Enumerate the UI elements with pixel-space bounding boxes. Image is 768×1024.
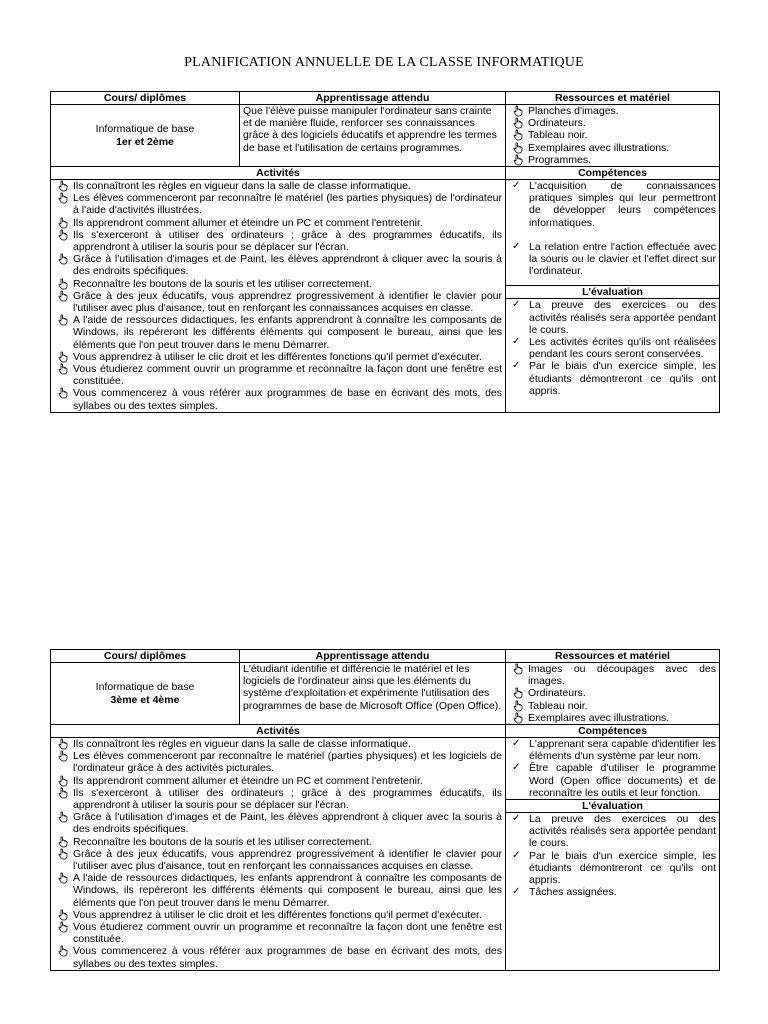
hand-pointer-icon — [57, 278, 69, 290]
hand-pointer-icon — [57, 387, 69, 399]
resource-item-text: Tableau noir. — [528, 699, 588, 712]
course-level: 3ème et 4ème — [110, 693, 180, 706]
header-activities: Activités — [51, 725, 506, 738]
activity-item-text: Vous commencerez à vous référer aux programmes de base en écrivant des mots, des syllabes ou des textes simples. — [73, 945, 502, 970]
hand-pointer-icon — [57, 872, 69, 884]
checkmark-icon: ✓ — [512, 299, 521, 311]
checkmark-icon: ✓ — [512, 336, 521, 348]
activity-item-text: Vous étudierez comment ouvrir un programme et reconnaître la façon dont une fenêtre est constituée. — [73, 921, 502, 946]
activity-item — [54, 787, 502, 811]
resource-item — [509, 117, 716, 129]
header-skills: Compétences — [506, 167, 719, 180]
activity-item-text: Les élèves commenceront par reconnaître le matériel (les parties physiques) de l'ordinateur à l'aide d'activités illustrées. — [73, 192, 502, 217]
activity-item-text: Grâce à des jeux éducatifs, vous apprendrez progressivement à identifier le clavier pour l'utiliser avec plus d'aisance, tout en renforçant les connaissances acquises en classe. — [73, 847, 502, 873]
header-evaluation: L'évaluation — [506, 285, 719, 299]
checkmark-icon: ✓ — [512, 813, 521, 825]
activities-cell — [51, 180, 506, 413]
skill-item — [509, 762, 716, 799]
activity-item-text: Ils apprendront comment allumer et éteindre un PC et comment l'entretenir. — [73, 216, 423, 229]
header-skills: Compétences — [506, 725, 719, 738]
activity-item-text: Ils apprendront comment allumer et éteindre un PC et comment l'entretenir. — [73, 774, 423, 787]
evaluation-item — [509, 850, 716, 887]
checkmark-icon: ✓ — [512, 360, 521, 372]
activity-item-text: Vous apprendrez à utiliser le clic droit et les différentes fonctions qu'il permet d'exécuter. — [73, 908, 482, 921]
resource-item-text: Images ou découpages avec des images. — [528, 663, 716, 688]
resource-item — [509, 700, 716, 712]
skill-item-text: L'apprenant sera capable d'identifier les éléments d'un système par leur nom. — [529, 738, 716, 763]
activity-item — [54, 363, 502, 387]
activity-item — [54, 253, 502, 277]
activity-item-text: A l'aide de ressources didactiques, les enfants apprendront à connaître les composants de Windows, ils repéreront les différents éléments qui composent le bureau, ainsi que les éléments que l'on peut trouver dans le menu Démarrer. — [73, 872, 502, 909]
resource-item — [509, 687, 716, 699]
resource-item-text: Exemplaires avec illustrations. — [528, 141, 670, 154]
planning-table-1st-2nd — [50, 91, 720, 413]
evaluation-item — [509, 299, 716, 336]
course-name: Informatique de base — [95, 123, 195, 136]
skill-item-text: L'acquisition de connaissances pratiques simples qui leur permettront de développer leurs compétences informatiques. — [529, 180, 716, 229]
hand-pointer-icon — [512, 687, 524, 699]
resources-cell — [506, 105, 720, 167]
resource-item-text: Programmes. — [528, 153, 592, 166]
hand-pointer-icon — [512, 700, 524, 712]
course-cell — [51, 105, 240, 167]
hand-pointer-icon — [512, 129, 524, 141]
evaluation-item — [509, 813, 716, 850]
skill-item — [509, 180, 716, 229]
checkmark-icon: ✓ — [512, 738, 521, 750]
course-cell — [51, 663, 240, 725]
hand-pointer-icon — [512, 142, 524, 154]
skills-body — [506, 738, 719, 799]
resources-cell — [506, 663, 720, 725]
skills-evaluation-cell — [506, 167, 720, 413]
skill-item — [509, 738, 716, 762]
header-resources: Ressources et matériel — [506, 650, 720, 663]
hand-pointer-icon — [57, 229, 69, 241]
activities-cell — [51, 738, 506, 971]
evaluation-body — [506, 299, 719, 397]
resource-item-text: Exemplaires avec illustrations. — [528, 711, 670, 724]
hand-pointer-icon — [57, 253, 69, 265]
evaluation-body — [506, 813, 719, 898]
checkmark-icon: ✓ — [512, 886, 521, 898]
skill-item-text: La relation entre l'action effectuée avec la souris ou le clavier et l'effet direct sur l'ordinateur. — [529, 240, 716, 278]
activity-item — [54, 180, 502, 192]
resource-item — [509, 712, 716, 724]
hand-pointer-icon — [57, 945, 69, 957]
resource-item-text: Tableau noir. — [528, 129, 588, 142]
hand-pointer-icon — [57, 750, 69, 762]
course-name: Informatique de base — [95, 681, 195, 694]
header-course: Cours/ diplômes — [51, 650, 240, 663]
activity-item — [54, 387, 502, 411]
evaluation-item — [509, 886, 716, 898]
hand-pointer-icon — [57, 836, 69, 848]
skills-evaluation-cell — [506, 725, 720, 971]
activity-item-text: Grâce à l'utilisation d'images et de Paint, les élèves apprendront à cliquer avec la souris à des endroits spécifiques. — [73, 253, 502, 278]
hand-pointer-icon — [512, 117, 524, 129]
hand-pointer-icon — [57, 738, 69, 750]
activity-item — [54, 872, 502, 909]
activity-item-text: Les élèves commenceront par reconnaître le matériel (parties physiques) et les logiciels de l'ordinateur grâce à des activités picturales. — [73, 750, 502, 775]
evaluation-item-text: La preuve des exercices ou des activités réalisés sera apportée pendant le cours. — [529, 299, 716, 336]
skill-item — [509, 241, 716, 278]
activity-item-text: Grâce à des jeux éducatifs, vous apprendrez progressivement à identifier le clavier pour l'utiliser avec plus d'aisance, tout en renforçant les connaissances acquises en classe. — [73, 289, 502, 315]
activity-item — [54, 351, 502, 363]
checkmark-icon: ✓ — [512, 762, 521, 774]
checkmark-icon: ✓ — [512, 240, 521, 252]
activity-item — [54, 775, 502, 787]
hand-pointer-icon — [57, 192, 69, 204]
hand-pointer-icon — [57, 775, 69, 787]
activity-item — [54, 217, 502, 229]
hand-pointer-icon — [57, 909, 69, 921]
hand-pointer-icon — [57, 217, 69, 229]
evaluation-item-text: Tâches assignées. — [529, 886, 617, 899]
evaluation-item-text: La preuve des exercices ou des activités réalisés sera apportée pendant le cours. — [529, 813, 716, 850]
hand-pointer-icon — [57, 787, 69, 799]
activity-item-text: Ils connaîtront les règles en vigueur dans la salle de classe informatique. — [73, 738, 411, 751]
resource-item — [509, 142, 716, 154]
activity-item-text: Reconnaître les boutons de la souris et les utiliser correctement. — [73, 277, 372, 290]
activity-item — [54, 738, 502, 750]
activity-item-text: Vous étudierez comment ouvrir un programme et reconnaître la façon dont une fenêtre est constituée. — [73, 363, 502, 388]
activity-item — [54, 229, 502, 253]
evaluation-item-text: Les activités écrites qu'ils ont réalisées pendant les cours seront conservées. — [529, 336, 716, 361]
planning-table-3rd-4th — [50, 649, 720, 971]
skills-body — [506, 180, 719, 285]
activity-item — [54, 290, 502, 314]
learning-text: L'étudiant identifie et différencie le matériel et les logiciels de l'ordinateur ainsi que les éléments du système d'exploitation et expérimente l'utilisation des programmes de base de Microsoft Office (Open Office). — [240, 663, 506, 725]
evaluation-item — [509, 336, 716, 360]
activity-item — [54, 836, 502, 848]
header-learning: Apprentissage attendu — [240, 92, 506, 105]
checkmark-icon: ✓ — [512, 180, 521, 192]
hand-pointer-icon — [57, 848, 69, 860]
header-evaluation: L'évaluation — [506, 799, 719, 813]
activity-item — [54, 811, 502, 835]
resource-item-text: Planches d'images. — [528, 105, 619, 117]
evaluation-item-text: Par le biais d'un exercice simple, les étudiants démontreront ce qu'ils ont appris. — [529, 849, 716, 887]
activity-item-text: Reconnaître les boutons de la souris et les utiliser correctement. — [73, 835, 372, 848]
hand-pointer-icon — [512, 663, 524, 675]
resource-item — [509, 663, 716, 687]
page-title: PLANIFICATION ANNUELLE DE LA CLASSE INFORMATIQUE — [184, 55, 584, 70]
activity-item — [54, 921, 502, 945]
resource-item — [509, 129, 716, 141]
activity-item-text: Ils s'exerceront à utiliser des ordinateurs ; grâce à des programmes éducatifs, ils apprendront à utiliser la souris pour se déplacer sur l'écran. — [73, 786, 502, 812]
skill-item-text: Être capable d'utiliser le programme Word (Open office documents) et de reconnaître les outils et leur fonction. — [529, 762, 716, 799]
resource-item — [509, 154, 716, 166]
learning-text: Que l'élève puisse manipuler l'ordinateur sans crainte et de manière fluide, renforcer ses connaissances grâce à des logiciels éducatifs et apprendre les termes de base et l'utilisation de certains programmes. — [240, 105, 506, 167]
list-spacer — [509, 229, 716, 241]
activity-item-text: Ils connaîtront les règles en vigueur dans la salle de classe informatique. — [73, 180, 411, 193]
activity-item — [54, 278, 502, 290]
hand-pointer-icon — [57, 351, 69, 363]
hand-pointer-icon — [57, 314, 69, 326]
activity-item — [54, 750, 502, 774]
activity-item — [54, 192, 502, 216]
resource-item — [509, 105, 716, 117]
hand-pointer-icon — [57, 363, 69, 375]
activity-item-text: Ils s'exerceront à utiliser des ordinateurs ; grâce à des programmes éducatifs, ils apprendront à utiliser la souris pour se déplacer sur l'écran. — [73, 228, 502, 254]
header-resources: Ressources et matériel — [506, 92, 720, 105]
activity-item-text: Vous commencerez à vous référer aux programmes de base en écrivant des mots, des syllabes ou des textes simples. — [73, 387, 502, 412]
hand-pointer-icon — [512, 712, 524, 724]
header-learning: Apprentissage attendu — [240, 650, 506, 663]
evaluation-item-text: Par le biais d'un exercice simple, les étudiants démontreront ce qu'ils ont appris. — [529, 360, 716, 397]
hand-pointer-icon — [57, 921, 69, 933]
resource-item-text: Ordinateurs. — [528, 117, 586, 130]
resource-item-text: Ordinateurs. — [528, 687, 586, 700]
activity-item-text: Vous apprendrez à utiliser le clic droit et les différentes fonctions qu'il permet d'exécuter. — [73, 350, 482, 363]
activity-item — [54, 945, 502, 969]
header-course: Cours/ diplômes — [51, 92, 240, 105]
hand-pointer-icon — [512, 154, 524, 166]
activity-item-text: A l'aide de ressources didactiques, les enfants apprendront à connaître les composants de Windows, ils repéreront les différents éléments qui composent le bureau, ainsi que les éléments que l'on peut trouver dans le menu Démarrer. — [73, 314, 502, 351]
hand-pointer-icon — [57, 290, 69, 302]
course-level: 1er et 2ème — [116, 135, 174, 148]
hand-pointer-icon — [57, 811, 69, 823]
hand-pointer-icon — [512, 105, 524, 117]
evaluation-item — [509, 360, 716, 397]
activity-item — [54, 314, 502, 351]
activity-item — [54, 909, 502, 921]
activity-item — [54, 848, 502, 872]
hand-pointer-icon — [57, 180, 69, 192]
header-activities: Activités — [51, 167, 506, 180]
checkmark-icon: ✓ — [512, 849, 521, 861]
activity-item-text: Grâce à l'utilisation d'images et de Paint, les élèves apprendront à cliquer avec la souris à des endroits spécifiques. — [73, 811, 502, 836]
